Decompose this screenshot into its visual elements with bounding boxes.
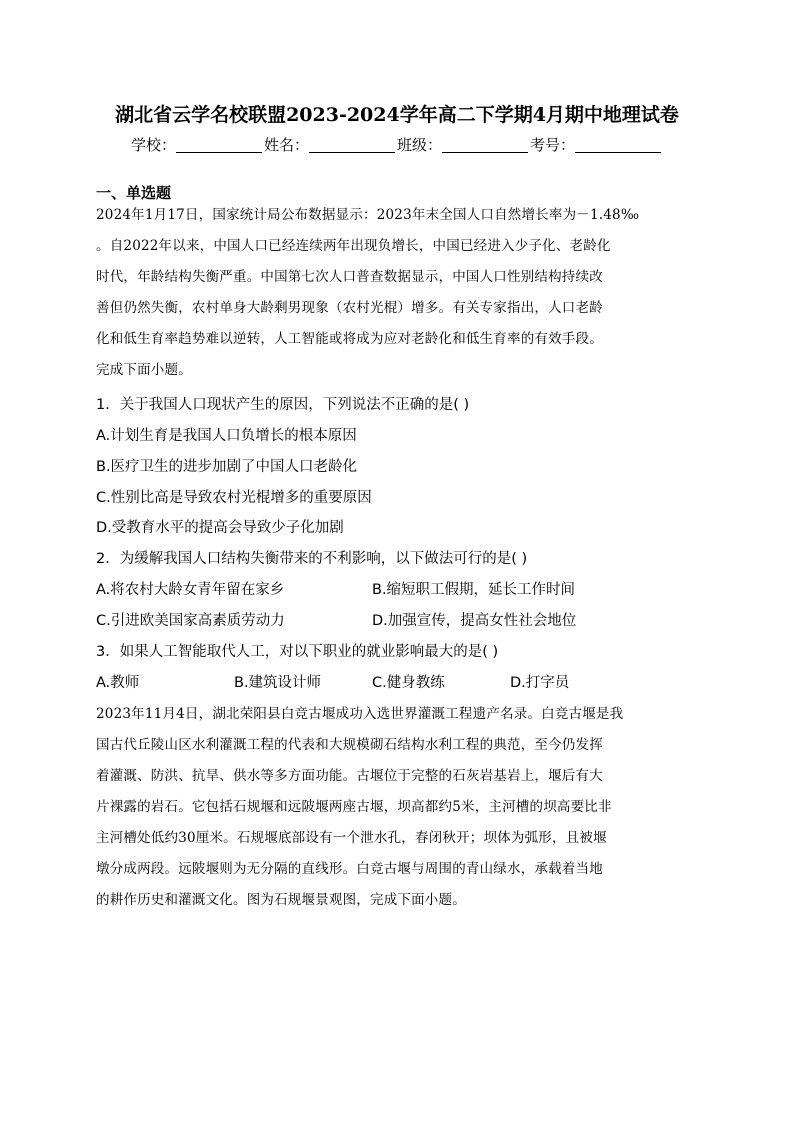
exam-number-field (530, 136, 663, 154)
question-2-option-c[interactable]: C.引进欧美国家高素质劳动力 (96, 613, 285, 629)
school-blank[interactable] (176, 138, 262, 153)
question-3-stem: 3．如果人工智能取代人工，对以下职业的就业影响最大的是( ) (96, 644, 499, 660)
question-2-option-b[interactable]: B.缩短职工假期，延长工作时间 (372, 582, 576, 598)
passage-line: 。自2022年以来，中国人口已经连续两年出现负增长，中国已经进入少子化、老龄化 (96, 238, 611, 254)
passage-line: 完成下面小题。 (96, 362, 192, 378)
question-3-option-c[interactable]: C.健身教练 (372, 675, 445, 691)
question-1-option-d[interactable]: D.受教育水平的提高会导致少子化加剧 (96, 520, 344, 536)
passage-line: 时代，年龄结构失衡严重。中国第七次人口普查数据显示，中国人口性别结构持续改 (96, 269, 603, 285)
class-blank[interactable] (442, 138, 528, 153)
section-title: 一、单选题 (96, 184, 172, 202)
passage-line: 的耕作历史和灌溉文化。图为石规堰景观图，完成下面小题。 (96, 892, 466, 908)
question-2-option-d[interactable]: D.加强宣传，提高女性社会地位 (372, 613, 577, 629)
page-title: 湖北省云学名校联盟2023-2024学年高二下学期4月期中地理试卷 (115, 104, 679, 126)
passage-line: 善但仍然失衡，农村单身大龄剩男现象（农村光棍）增多。有关专家指出，人口老龄 (96, 300, 603, 316)
passage-line: 主河槽处低约30厘米。石规堰底部设有一个泄水孔，春闭秋开；坝体为弧形，且被堰 (96, 830, 607, 846)
exam-number-label: 考号： (530, 136, 576, 154)
question-3-option-a[interactable]: A.教师 (96, 675, 140, 691)
passage-line: 墩分成两段。远陂堰则为无分隔的直线形。白竞古堰与周围的青山绿水，承载着当地 (96, 861, 603, 877)
question-3-option-d[interactable]: D.打字员 (510, 675, 570, 691)
passage-line: 着灌溉、防洪、抗旱、供水等多方面功能。古堰位于完整的石灰岩基岩上，堰后有大 (96, 768, 603, 784)
passage-line: 片裸露的岩石。它包括石规堰和远陂堰两座古堰，坝高都约5米，主河槽的坝高要比非 (96, 799, 612, 815)
question-1-option-c[interactable]: C.性别比高是导致农村光棍增多的重要原因 (96, 490, 372, 506)
school-label: 学校： (130, 136, 176, 154)
class-field (397, 136, 530, 154)
question-2-stem: 2．为缓解我国人口结构失衡带来的不利影响，以下做法可行的是( ) (96, 551, 528, 567)
passage-line: 化和低生育率趋势难以逆转，人工智能或将成为应对老龄化和低生育率的有效手段。 (96, 331, 603, 347)
student-info-line (0, 134, 794, 155)
name-label: 姓名： (263, 136, 309, 154)
question-1-option-a[interactable]: A.计划生育是我国人口负增长的根本原因 (96, 428, 357, 444)
passage-ancient-weir (96, 699, 692, 916)
school-field (131, 136, 264, 154)
passage-line: 2023年11月4日，湖北荣阳县白竞古堰成功入选世界灌溉工程遗产名录。白竞古堰是我 (96, 706, 624, 722)
exam-number-blank[interactable] (575, 138, 661, 153)
question-3-option-b[interactable]: B.建筑设计师 (234, 675, 322, 691)
class-label: 班级： (397, 136, 443, 154)
question-2-option-a[interactable]: A.将农村大龄女青年留在家乡 (96, 582, 285, 598)
passage-population (96, 200, 692, 386)
question-1-option-b[interactable]: B.医疗卫生的进步加剧了中国人口老龄化 (96, 459, 358, 475)
passage-line: 国古代丘陵山区水利灌溉工程的代表和大规模砌石结构水利工程的典范，至今仍发挥 (96, 737, 603, 753)
name-field (264, 136, 397, 154)
passage-line: 2024年1月17日，国家统计局公布数据显示：2023年末全国人口自然增长率为－1.48‰ (96, 207, 640, 223)
question-1-stem: 1．关于我国人口现状产生的原因，下列说法不正确的是( ) (96, 397, 470, 413)
name-blank[interactable] (309, 138, 395, 153)
